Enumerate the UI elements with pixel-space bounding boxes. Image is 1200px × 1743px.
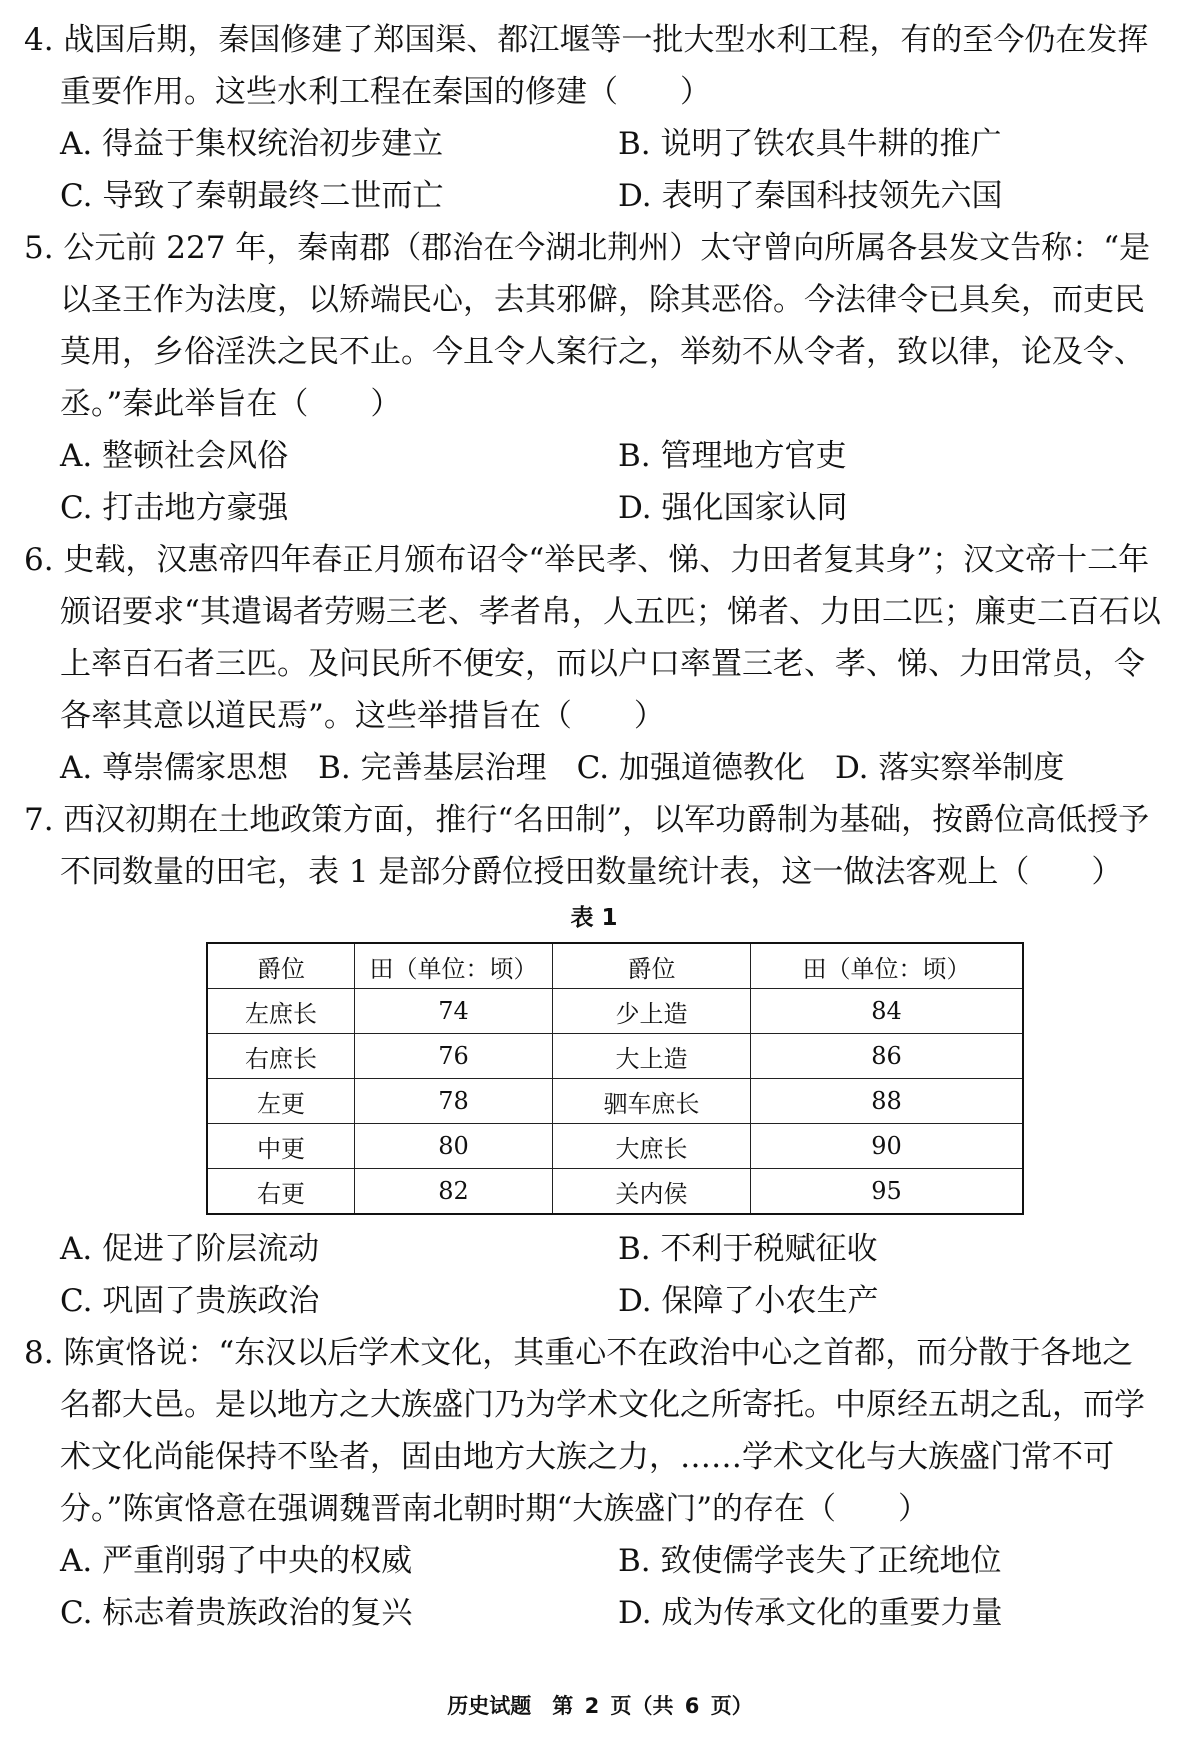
table-cell: 84 [751,989,1024,1034]
option-d: D. 成为传承文化的重要力量 [618,1595,1003,1631]
question-stem: 8. 陈寅恪说：“东汉以后学术文化，其重心不在政治中心之首都，而分散于各地之名都大邑。是以地方之大族盛门乃为学术文化之所寄托。中原经五胡之乱，而学术文化尚能保持不坠者，固由地方大族之力，……学术文化与大族盛门常不可分。”陈寅恪意在强调魏晋南北朝时期“大族盛门”的存在（ ） [24,1335,1145,1527]
table-header-cell: 爵位 [207,943,355,989]
option-b: B. 致使儒学丧失了正统地位 [618,1543,1002,1579]
question-stem: 7. 西汉初期在土地政策方面，推行“名田制”，以军功爵制为基础，按爵位高低授予不同数量的田宅，表 1 是部分爵位授田数量统计表，这一做法客观上（ ） [24,802,1150,890]
option-c: C. 加强道德教化 [576,750,805,786]
table-header-cell: 田（单位：顷） [355,943,553,989]
table-cell: 大庶长 [553,1124,751,1169]
table-header-cell: 田（单位：顷） [751,943,1024,989]
table-cell: 中更 [207,1124,355,1169]
question-6 [24,534,1164,794]
option-c: C. 巩固了贵族政治 [60,1283,320,1319]
table-header-row [207,943,1023,989]
table-row [207,1169,1023,1215]
question-stem: 4. 战国后期，秦国修建了郑国渠、都江堰等一批大型水利工程，有的至今仍在发挥重要作用。这些水利工程在秦国的修建（ ） [24,22,1149,110]
table-cell: 关内侯 [553,1169,751,1215]
table-cell: 80 [355,1124,553,1169]
option-b: B. 说明了铁农具牛耕的推广 [618,126,1002,162]
table-cell: 78 [355,1079,553,1124]
question-stem: 6. 史载，汉惠帝四年春正月颁布诏令“举民孝、悌、力田者复其身”；汉文帝十二年颁诏要求“其遣谒者劳赐三老、孝者帛，人五匹；悌者、力田二匹；廉吏二百石以上率百石者三匹。及问民所不便安，而以户口率置三老、孝、悌、力田常员，令各率其意以道民焉”。这些举措旨在（ ） [24,542,1161,734]
table-row [207,1124,1023,1169]
table-row [207,989,1023,1034]
table-cell: 驷车庶长 [553,1079,751,1124]
table-cell: 74 [355,989,553,1034]
options-grid [24,1223,1164,1327]
option-a: A. 得益于集权统治初步建立 [60,126,444,162]
option-c: C. 打击地方豪强 [60,490,289,526]
question-5 [24,222,1164,534]
table-cell: 76 [355,1034,553,1079]
table-cell: 左庶长 [207,989,355,1034]
option-d: D. 落实察举制度 [834,750,1065,786]
option-a: A. 严重削弱了中央的权威 [60,1543,413,1579]
option-a: A. 尊崇儒家思想 [60,750,289,786]
land-grant-table [206,942,1024,1215]
option-d: D. 表明了秦国科技领先六国 [618,178,1003,214]
table-row [207,1034,1023,1079]
question-7 [24,794,1164,1327]
question-4 [24,14,1164,222]
option-a: A. 整顿社会风俗 [60,438,289,474]
options-grid [24,430,1164,534]
option-c: C. 导致了秦朝最终二世而亡 [60,178,444,214]
option-b: B. 不利于税赋征收 [618,1231,878,1267]
options-grid [24,118,1164,222]
table-caption: 表 1 [570,905,618,931]
options-row [24,742,1164,794]
table-cell: 右更 [207,1169,355,1215]
table-cell: 90 [751,1124,1024,1169]
option-d: D. 保障了小农生产 [618,1283,879,1319]
option-d: D. 强化国家认同 [618,490,848,526]
table-cell: 86 [751,1034,1024,1079]
table-cell: 88 [751,1079,1024,1124]
option-c: C. 标志着贵族政治的复兴 [60,1595,413,1631]
table-header-cell: 爵位 [553,943,751,989]
table-row [207,1079,1023,1124]
options-grid [24,1535,1164,1639]
table-cell: 右庶长 [207,1034,355,1079]
table-cell: 少上造 [553,989,751,1034]
question-stem: 5. 公元前 227 年，秦南郡（郡治在今湖北荆州）太守曾向所属各县发文告称：“是以圣王作为法度，以矫端民心，去其邪僻，除其恶俗。今法律令已具矣，而吏民莫用，乡俗淫泆之民不止。今且令人案行之，举劾不从令者，致以律，论及令、丞。”秦此举旨在（ ） [24,230,1151,422]
question-8 [24,1327,1164,1639]
table-cell: 95 [751,1169,1024,1215]
option-b: B. 管理地方官吏 [618,438,847,474]
table-cell: 大上造 [553,1034,751,1079]
table-cell: 82 [355,1169,553,1215]
option-b: B. 完善基层治理 [318,750,547,786]
page-footer: 历史试题 第 2 页（共 6 页） [447,1694,753,1718]
table-cell: 左更 [207,1079,355,1124]
option-a: A. 促进了阶层流动 [60,1231,320,1267]
